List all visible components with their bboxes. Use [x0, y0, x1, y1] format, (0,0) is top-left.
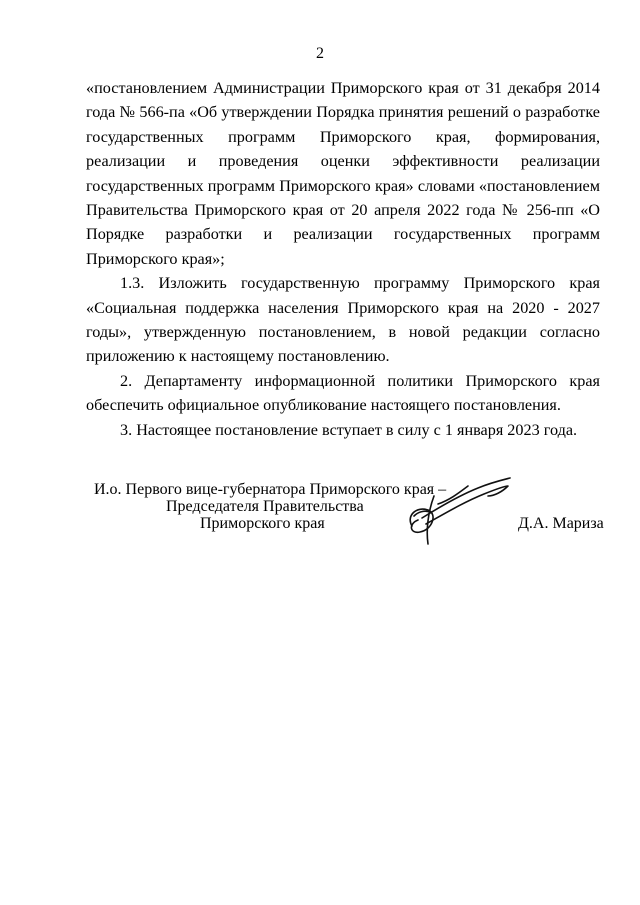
signatory-title-line1: И.о. Первого вице-губернатора Приморского края – [94, 481, 447, 498]
paragraph-1-3: 1.3. Изложить государственную программу Приморского края «Социальная поддержка населения Приморского края на 2020 - 2027 годы», утвержденную постановлением, в новой редакции согласно приложению к настоящему постановлению. [86, 274, 600, 366]
signatory-title-line3: Приморского края [200, 515, 325, 532]
paragraph-3: 3. Настоящее постановление вступает в силу с 1 января 2023 года. [120, 420, 578, 439]
handwritten-signature [398, 466, 516, 550]
signatory-title-line2: Председателя Правительства [166, 498, 364, 515]
paragraph-amendment-text: «постановлением Администрации Приморского края от 31 декабря 2014 года № 566-па «Об утверждении Порядка принятия решений о разработке государственных программ Приморского края, формирования, реализации и проведения оценки эффективности реализации государственных программ Приморского края» словами «постановлением Правительства Приморского края от 20 апреля 2022 года № 256-пп «О Порядке разработки и реализации государственных программ Приморского края»; [86, 79, 600, 268]
signatory-name: Д.А. Мариза [518, 515, 604, 532]
paragraph-2: 2. Департаменту информационной политики Приморского края обеспечить официальное опубликование настоящего постановления. [86, 371, 600, 415]
document-body [86, 76, 600, 442]
page-number: 2 [316, 45, 324, 62]
